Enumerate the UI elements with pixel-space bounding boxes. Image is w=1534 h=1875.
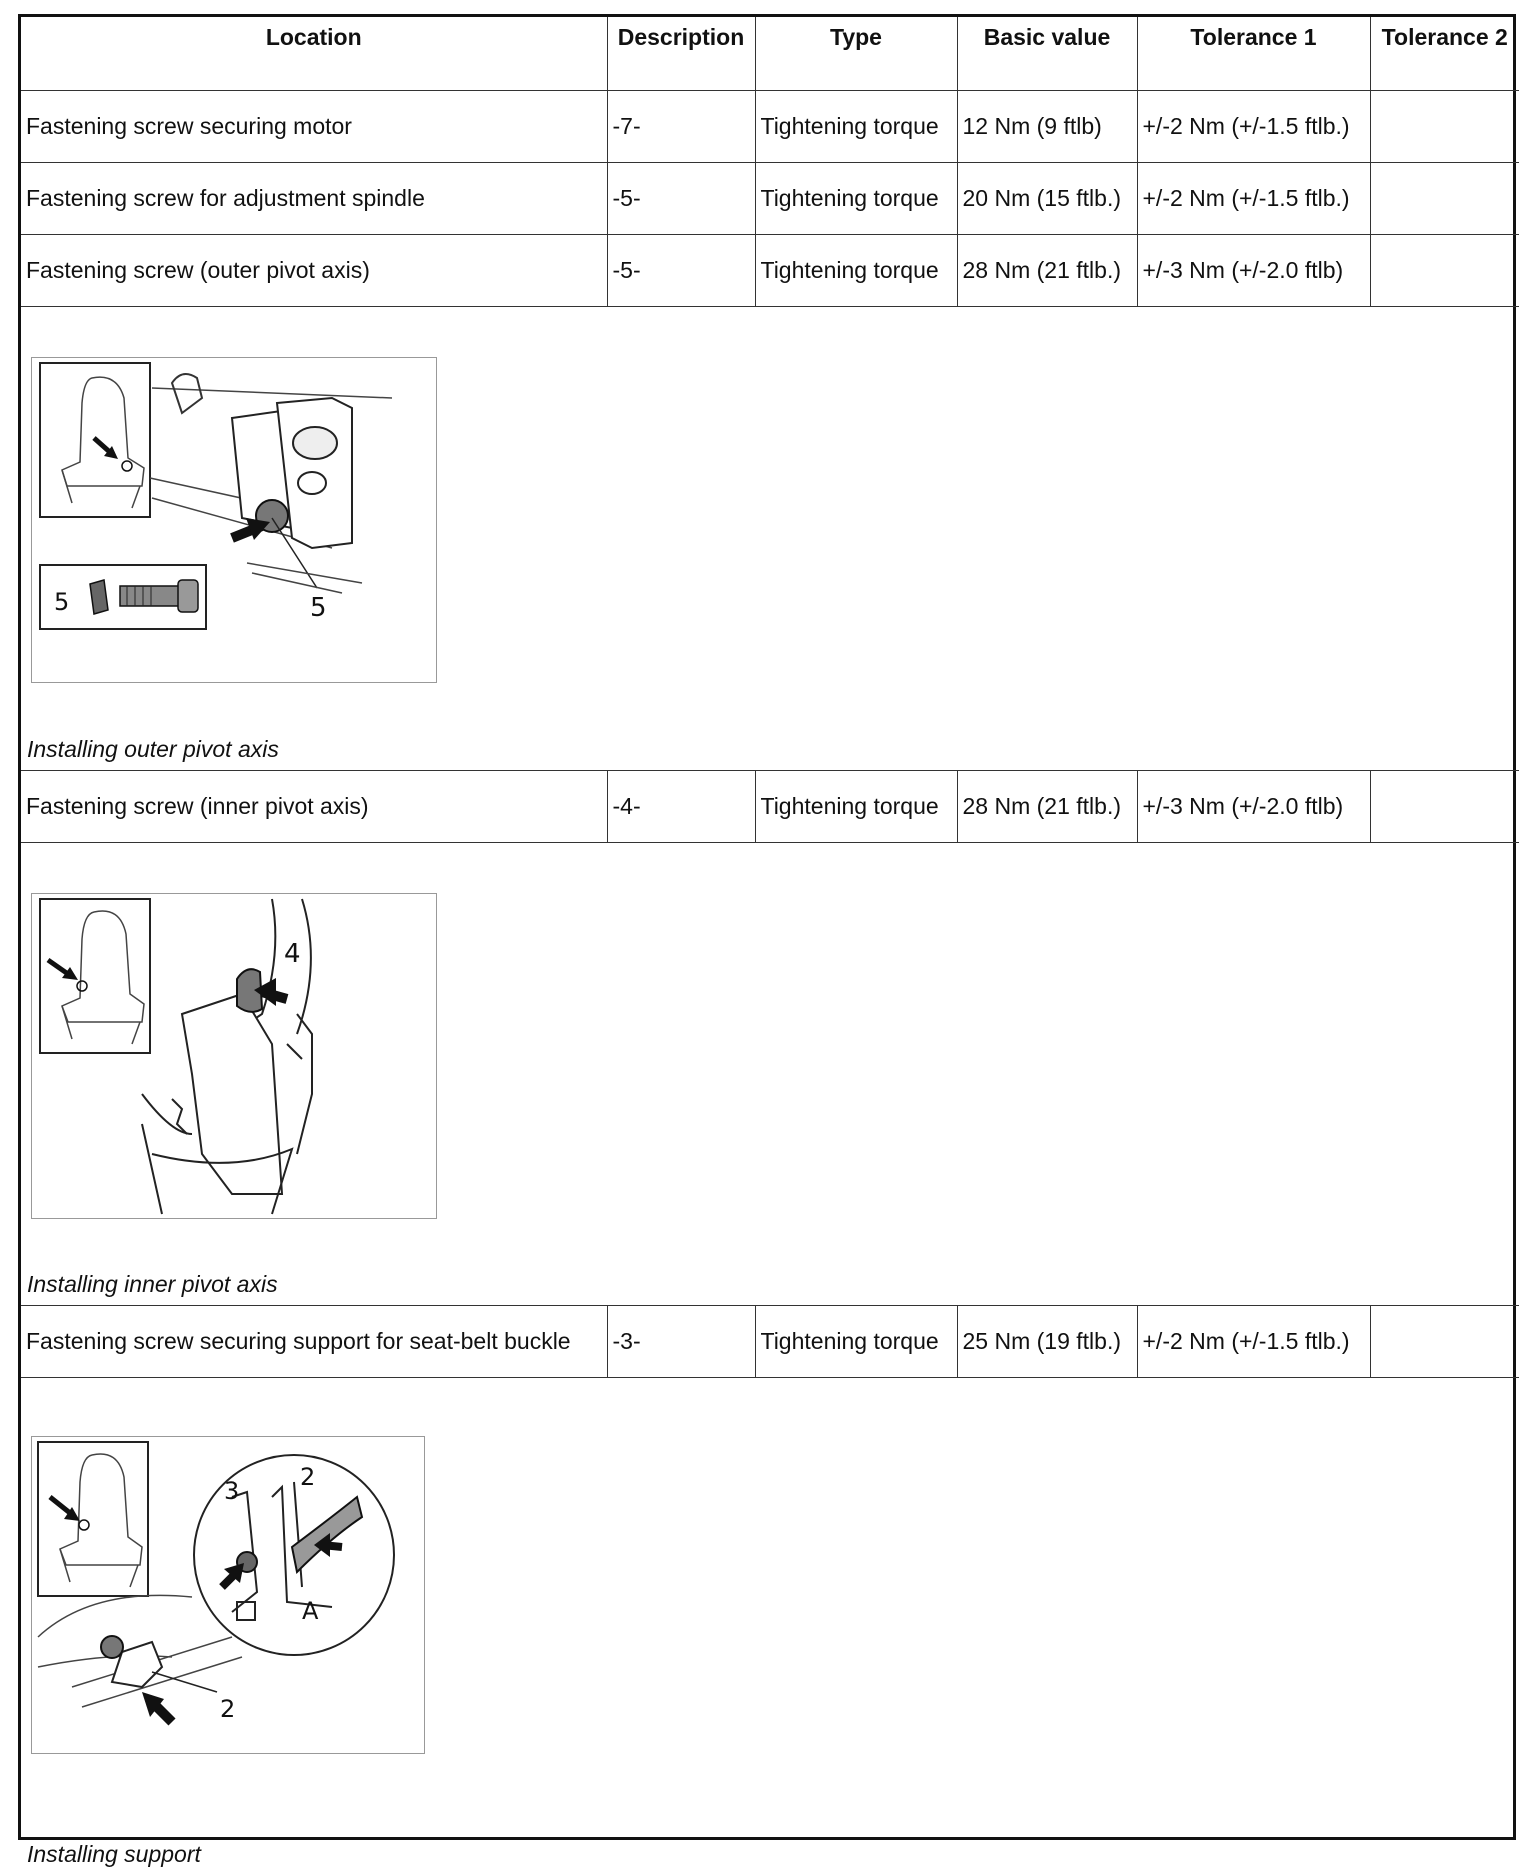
cell-description: -3- xyxy=(607,1306,755,1378)
table-row xyxy=(21,235,1519,307)
cell-tolerance-2 xyxy=(1370,1306,1519,1378)
cell-description: -5- xyxy=(607,163,755,235)
figure-support xyxy=(21,1378,1519,1875)
callout-a: A xyxy=(302,1597,319,1625)
table-header-row xyxy=(21,17,1519,91)
table-row xyxy=(21,771,1519,843)
cell-basic-value: 28 Nm (21 ftlb.) xyxy=(957,235,1137,307)
cell-tolerance-1: +/-2 Nm (+/-1.5 ftlb.) xyxy=(1137,91,1370,163)
cell-tolerance-1: +/-2 Nm (+/-1.5 ftlb.) xyxy=(1137,1306,1370,1378)
header-description: Description xyxy=(607,17,755,91)
callout-4: 4 xyxy=(284,939,301,969)
cell-basic-value: 28 Nm (21 ftlb.) xyxy=(957,771,1137,843)
figure-row xyxy=(21,307,1519,771)
cell-location: Fastening screw securing motor xyxy=(21,91,607,163)
table-row xyxy=(21,91,1519,163)
header-tolerance-1: Tolerance 1 xyxy=(1137,17,1370,91)
cell-type: Tightening torque xyxy=(755,1306,957,1378)
cell-location: Fastening screw securing support for seat-belt buckle xyxy=(21,1306,607,1378)
cell-type: Tightening torque xyxy=(755,163,957,235)
cell-tolerance-2 xyxy=(1370,91,1519,163)
inner-pivot-illustration xyxy=(31,893,437,1219)
cell-description: -7- xyxy=(607,91,755,163)
header-type: Type xyxy=(755,17,957,91)
cell-location: Fastening screw (inner pivot axis) xyxy=(21,771,607,843)
cell-type: Tightening torque xyxy=(755,91,957,163)
table-row xyxy=(21,1306,1519,1378)
figure-row xyxy=(21,1378,1519,1875)
cell-location: Fastening screw (outer pivot axis) xyxy=(21,235,607,307)
outer-pivot-illustration xyxy=(31,357,437,683)
callout-2-bottom: 2 xyxy=(220,1695,235,1723)
figure-caption: Installing outer pivot axis xyxy=(27,735,279,764)
figure-outer-pivot xyxy=(21,307,1519,771)
torque-specification-sheet xyxy=(18,14,1516,1840)
callout-5-inset: 5 xyxy=(54,588,69,616)
callout-2-top: 2 xyxy=(300,1463,315,1491)
cell-tolerance-1: +/-2 Nm (+/-1.5 ftlb.) xyxy=(1137,163,1370,235)
cell-basic-value: 20 Nm (15 ftlb.) xyxy=(957,163,1137,235)
cell-tolerance-1: +/-3 Nm (+/-2.0 ftlb) xyxy=(1137,235,1370,307)
figure-inner-pivot xyxy=(21,843,1519,1306)
cell-description: -5- xyxy=(607,235,755,307)
header-location: Location xyxy=(21,17,607,91)
table-row xyxy=(21,163,1519,235)
figure-caption: Installing support xyxy=(27,1840,201,1869)
cell-type: Tightening torque xyxy=(755,771,957,843)
cell-location: Fastening screw for adjustment spindle xyxy=(21,163,607,235)
cell-tolerance-1: +/-3 Nm (+/-2.0 ftlb) xyxy=(1137,771,1370,843)
figure-row xyxy=(21,843,1519,1306)
cell-basic-value: 12 Nm (9 ftlb) xyxy=(957,91,1137,163)
torque-table xyxy=(21,17,1519,1875)
cell-basic-value: 25 Nm (19 ftlb.) xyxy=(957,1306,1137,1378)
cell-type: Tightening torque xyxy=(755,235,957,307)
cell-tolerance-2 xyxy=(1370,771,1519,843)
header-tolerance-2: Tolerance 2 xyxy=(1370,17,1519,91)
cell-tolerance-2 xyxy=(1370,163,1519,235)
cell-description: -4- xyxy=(607,771,755,843)
callout-5-main: 5 xyxy=(310,593,327,623)
header-basic-value: Basic value xyxy=(957,17,1137,91)
support-illustration xyxy=(31,1436,425,1754)
figure-caption: Installing inner pivot axis xyxy=(27,1270,278,1299)
callout-3: 3 xyxy=(224,1477,239,1505)
cell-tolerance-2 xyxy=(1370,235,1519,307)
